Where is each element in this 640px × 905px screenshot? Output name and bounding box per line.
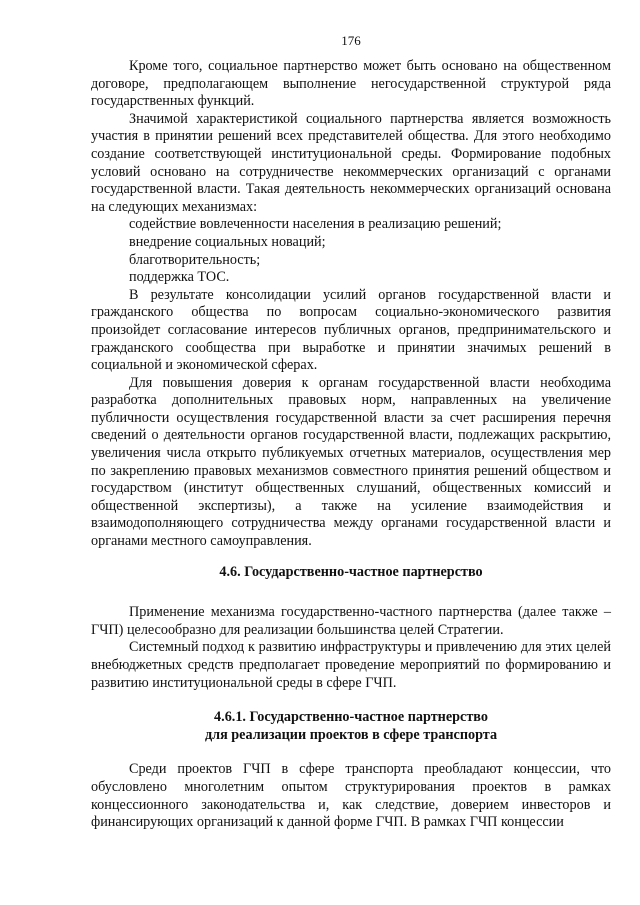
list-item: благотворительность; bbox=[129, 251, 261, 268]
list-item: поддержка ТОС. bbox=[129, 269, 230, 286]
paragraph-transport-concessions: Среди проектов ГЧП в сфере транспорта преобладают концессии, что обусловлено многолетним опытом структурирования проектов в рамках концессионного законодательства и, как следствие, доверием инвесторов и финансирующих организаций к данной форме ГЧП. В рамках ГЧП концессии bbox=[91, 761, 611, 831]
subsection-heading-line-1: 4.6.1. Государственно-частное партнерство bbox=[214, 709, 488, 726]
paragraph-systemic-approach: Системный подход к развитию инфраструктуры и привлечению для этих целей внебюджетных средств предполагает проведение мероприятий по формированию и развитию институциональной среды в сфере ГЧП. bbox=[91, 639, 611, 691]
paragraph-trust-increase: Для повышения доверия к органам государственной власти необходима разработка дополнительных правовых норм, направленных на увеличение публичности осуществления государственной власти за счет расширения перечня сведений о деятельности органов государственной власти, подлежащих раскрытию, увеличения числа открыто публикуемых отчетных материалов, осуществления мер по закреплению правовых механизмов совместного принятия решений обществом и государством (институт общественных слушаний, общественных комиссий и общественной экспертизы), а также на усиление взаимодействия и взаимодополняющего сотрудничества между органами государственной власти и органами местного самоуправления. bbox=[91, 374, 611, 550]
paragraph-social-partnership-contract: Кроме того, социальное партнерство может быть основано на общественном договоре, предполагающем выполнение негосударственной структурой ряда государственных функций. bbox=[91, 58, 611, 110]
paragraph-social-partnership-characteristic: Значимой характеристикой социального партнерства является возможность участия в принятии решений всех представителей общества. Для этого необходимо создание соответствующей институциональной среды. Формирование подобных условий основано на сотрудничестве некоммерческих организаций с органами государственной власти. Такая деятельность некоммерческих организаций основана на следующих механизмах: bbox=[91, 110, 611, 215]
section-heading: 4.6. Государственно-частное партнерство bbox=[219, 563, 483, 580]
paragraph-ppp-application: Применение механизма государственно-частного партнерства (далее также – ГЧП) целесообразно для реализации большинства целей Стратегии. bbox=[91, 604, 611, 638]
list-item: внедрение социальных новаций; bbox=[129, 233, 326, 250]
page-number: 176 bbox=[341, 33, 361, 48]
subsection-heading-line-2: для реализации проектов в сфере транспорта bbox=[204, 726, 498, 743]
paragraph-consolidation: В результате консолидации усилий органов государственной власти и гражданского общества по вопросам социально-экономического развития произойдет согласование интересов публичных органов, предпринимательского и гражданского сообщества при выработке и принятии значимых решений в социальной и экономической сферах. bbox=[91, 286, 611, 374]
document-body bbox=[91, 58, 611, 832]
list-item: содействие вовлеченности населения в реализацию решений; bbox=[129, 216, 502, 233]
